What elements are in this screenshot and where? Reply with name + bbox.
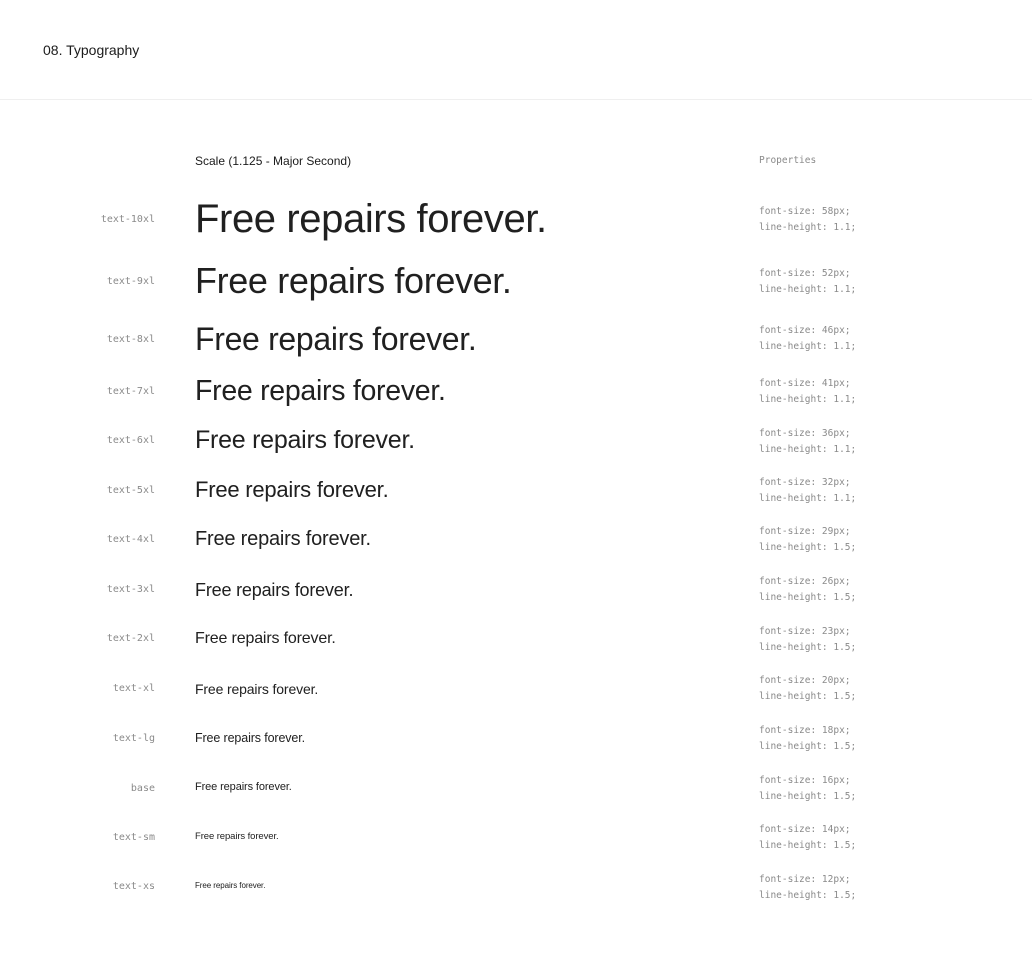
type-sample: Free repairs forever. xyxy=(195,477,389,502)
token-label: text-9xl xyxy=(106,276,155,287)
type-sample: Free repairs forever. xyxy=(195,731,305,745)
type-sample: Free repairs forever. xyxy=(195,580,354,600)
type-properties xyxy=(759,822,856,854)
type-properties xyxy=(759,426,856,458)
line-height-property: line-height: 1.5; xyxy=(759,592,857,603)
font-size-property: font-size: 36px; xyxy=(759,428,851,439)
line-height-property: line-height: 1.5; xyxy=(759,691,857,702)
line-height-property: line-height: 1.1; xyxy=(759,341,857,352)
token-label: text-7xl xyxy=(106,386,155,397)
scale-column-header: Scale (1.125 - Major Second) xyxy=(195,154,352,168)
page-header xyxy=(0,0,1032,100)
type-properties xyxy=(759,773,856,805)
type-sample: Free repairs forever. xyxy=(195,321,477,357)
type-properties xyxy=(759,723,856,755)
token-label: base xyxy=(130,783,155,794)
line-height-property: line-height: 1.5; xyxy=(759,840,857,851)
line-height-property: line-height: 1.5; xyxy=(759,791,857,802)
font-size-property: font-size: 46px; xyxy=(759,325,851,336)
type-properties xyxy=(759,872,856,904)
type-sample: Free repairs forever. xyxy=(195,528,371,550)
type-properties xyxy=(759,204,856,236)
token-label: text-xl xyxy=(112,683,155,694)
page-title: 08. Typography xyxy=(43,42,140,58)
type-sample: Free repairs forever. xyxy=(195,881,266,890)
token-label: text-sm xyxy=(112,832,155,843)
type-sample: Free repairs forever. xyxy=(195,781,292,793)
font-size-property: font-size: 12px; xyxy=(759,874,851,885)
line-height-property: line-height: 1.5; xyxy=(759,542,857,553)
token-label: text-lg xyxy=(112,733,155,744)
type-properties xyxy=(759,524,856,556)
type-sample: Free repairs forever. xyxy=(195,260,512,301)
type-properties xyxy=(759,624,856,656)
font-size-property: font-size: 26px; xyxy=(759,576,851,587)
line-height-property: line-height: 1.5; xyxy=(759,741,857,752)
font-size-property: font-size: 52px; xyxy=(759,268,851,279)
line-height-property: line-height: 1.1; xyxy=(759,394,857,405)
line-height-property: line-height: 1.1; xyxy=(759,222,857,233)
token-label: text-3xl xyxy=(106,584,155,595)
type-sample: Free repairs forever. xyxy=(195,831,279,842)
type-properties xyxy=(759,574,856,606)
type-sample: Free repairs forever. xyxy=(195,426,415,454)
token-label: text-10xl xyxy=(100,214,155,225)
token-label: text-6xl xyxy=(106,435,155,446)
font-size-property: font-size: 41px; xyxy=(759,378,851,389)
font-size-property: font-size: 18px; xyxy=(759,725,851,736)
line-height-property: line-height: 1.1; xyxy=(759,493,857,504)
token-label: text-xs xyxy=(112,881,155,892)
type-properties xyxy=(759,673,856,705)
line-height-property: line-height: 1.1; xyxy=(759,284,857,295)
font-size-property: font-size: 16px; xyxy=(759,775,851,786)
line-height-property: line-height: 1.5; xyxy=(759,642,857,653)
font-size-property: font-size: 32px; xyxy=(759,477,851,488)
type-sample: Free repairs forever. xyxy=(195,630,336,647)
font-size-property: font-size: 23px; xyxy=(759,626,851,637)
type-properties xyxy=(759,475,856,507)
type-sample: Free repairs forever. xyxy=(195,681,319,697)
token-label: text-2xl xyxy=(106,633,155,644)
type-properties xyxy=(759,266,856,298)
token-label: text-8xl xyxy=(106,334,155,345)
token-label: text-4xl xyxy=(106,534,155,545)
line-height-property: line-height: 1.5; xyxy=(759,890,857,901)
font-size-property: font-size: 20px; xyxy=(759,675,851,686)
token-label: text-5xl xyxy=(106,485,155,496)
font-size-property: font-size: 29px; xyxy=(759,526,851,537)
font-size-property: font-size: 14px; xyxy=(759,824,851,835)
line-height-property: line-height: 1.1; xyxy=(759,444,857,455)
font-size-property: font-size: 58px; xyxy=(759,206,851,217)
type-sample: Free repairs forever. xyxy=(195,375,446,407)
type-properties xyxy=(759,376,856,408)
type-sample: Free repairs forever. xyxy=(195,197,547,241)
type-properties xyxy=(759,323,856,355)
properties-column-header: Properties xyxy=(759,155,817,166)
